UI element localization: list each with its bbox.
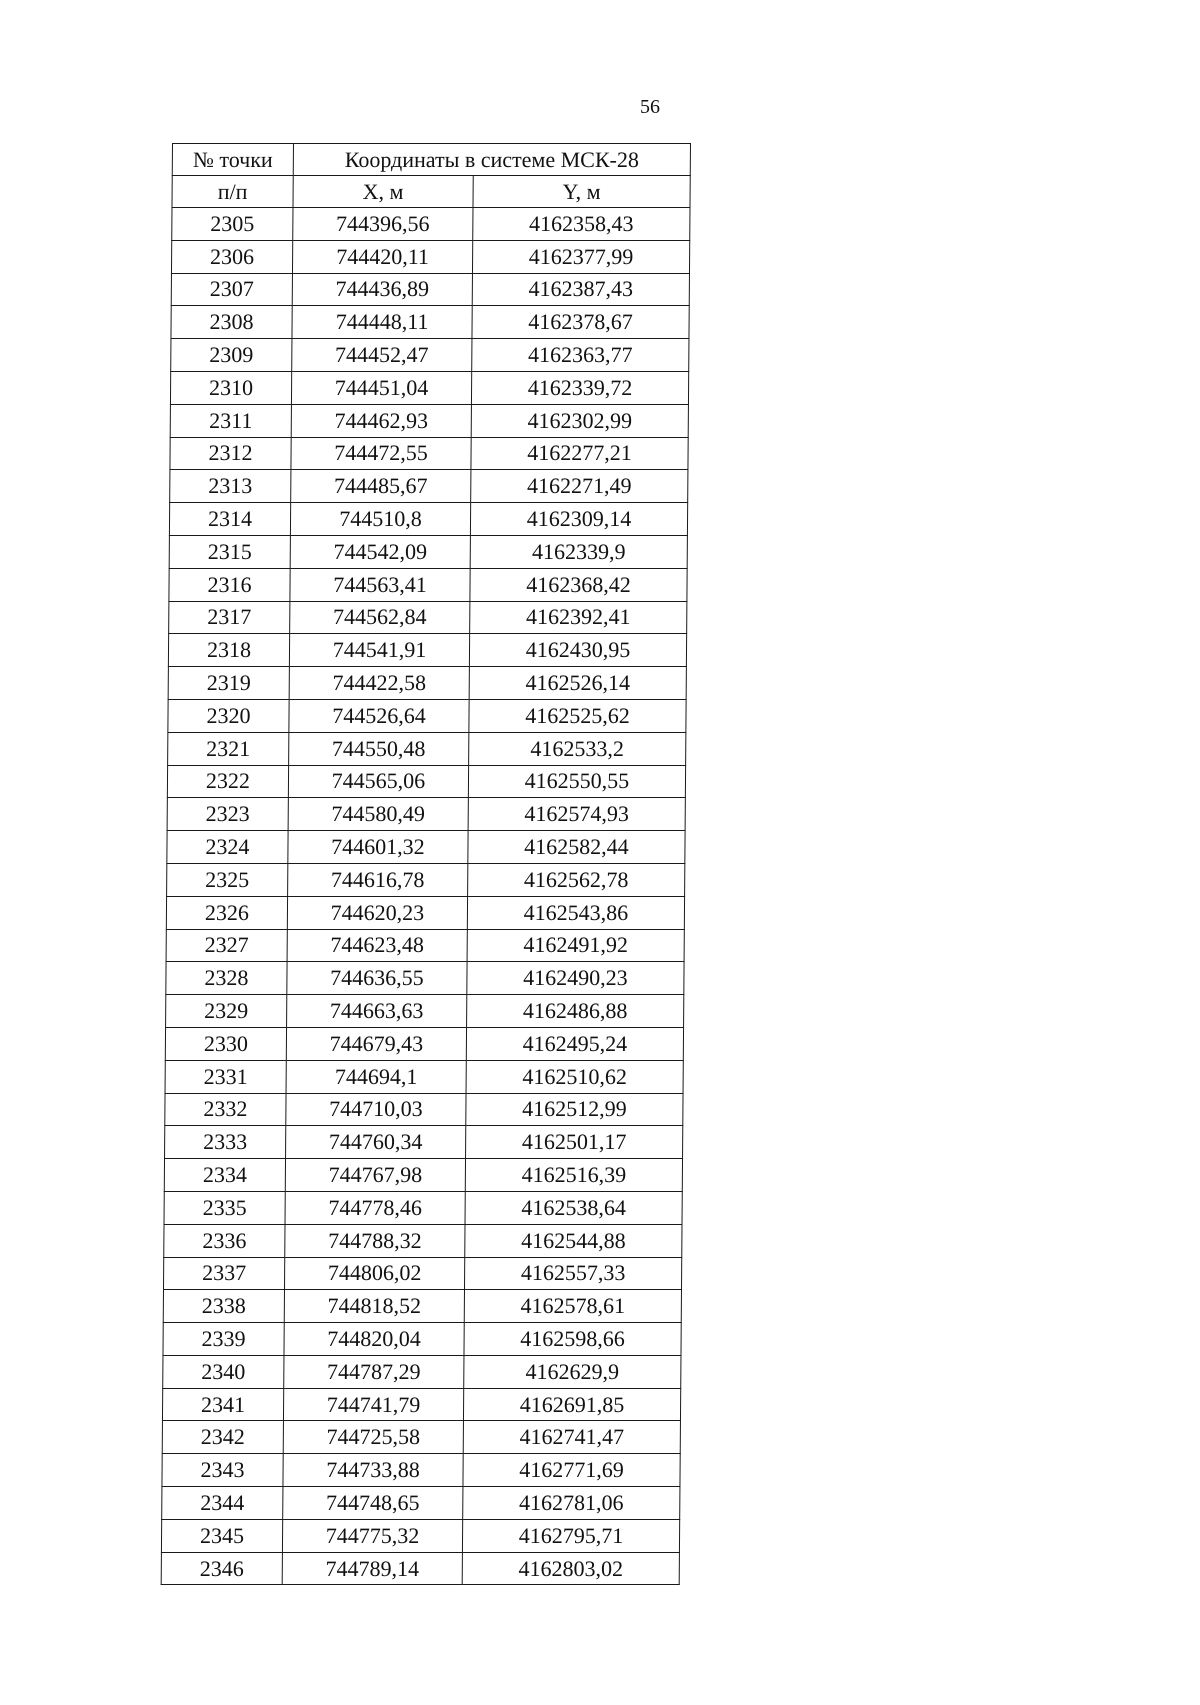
point-number-cell: 2313 xyxy=(170,470,291,503)
x-coordinate-cell: 744541,91 xyxy=(289,634,469,667)
y-column-header: Y, м xyxy=(473,176,690,208)
point-number-cell: 2319 xyxy=(168,667,289,700)
y-coordinate-cell: 4162277,21 xyxy=(471,437,688,470)
point-number-header-sub: п/п xyxy=(172,176,293,208)
y-coordinate-cell: 4162795,71 xyxy=(462,1519,679,1552)
y-coordinate-cell: 4162430,95 xyxy=(469,634,686,667)
table-row xyxy=(163,1323,681,1356)
table-row xyxy=(170,404,688,437)
x-coordinate-cell: 744510,8 xyxy=(290,503,470,536)
point-number-cell: 2305 xyxy=(172,208,293,241)
x-coordinate-cell: 744775,32 xyxy=(282,1519,462,1552)
x-coordinate-cell: 744550,48 xyxy=(289,732,469,765)
table-row xyxy=(170,470,688,503)
y-coordinate-cell: 4162302,99 xyxy=(471,404,688,437)
table-row xyxy=(169,601,687,634)
point-number-cell: 2309 xyxy=(171,339,292,372)
table-row xyxy=(165,1027,683,1060)
table-row xyxy=(167,798,685,831)
y-coordinate-cell: 4162525,62 xyxy=(469,699,686,732)
point-number-cell: 2346 xyxy=(161,1552,282,1585)
x-coordinate-cell: 744778,46 xyxy=(285,1191,465,1224)
table-row xyxy=(163,1290,681,1323)
x-coordinate-cell: 744462,93 xyxy=(291,404,471,437)
point-number-cell: 2334 xyxy=(164,1159,285,1192)
table-row xyxy=(167,765,685,798)
table-row xyxy=(161,1519,679,1552)
y-coordinate-cell: 4162490,23 xyxy=(467,962,684,995)
point-number-cell: 2327 xyxy=(166,929,287,962)
y-coordinate-cell: 4162741,47 xyxy=(463,1421,680,1454)
x-coordinate-cell: 744580,49 xyxy=(288,798,468,831)
y-coordinate-cell: 4162557,33 xyxy=(464,1257,681,1290)
point-number-cell: 2332 xyxy=(165,1093,286,1126)
y-coordinate-cell: 4162516,39 xyxy=(465,1159,682,1192)
x-coordinate-cell: 744485,67 xyxy=(291,470,471,503)
y-coordinate-cell: 4162550,55 xyxy=(468,765,685,798)
page-number: 56 xyxy=(640,96,660,118)
y-coordinate-cell: 4162543,86 xyxy=(467,896,684,929)
table-row xyxy=(162,1421,680,1454)
x-coordinate-cell: 744420,11 xyxy=(292,240,472,273)
table-body xyxy=(161,208,690,1585)
x-coordinate-cell: 744636,55 xyxy=(287,962,467,995)
y-coordinate-cell: 4162486,88 xyxy=(467,995,684,1028)
point-number-cell: 2318 xyxy=(168,634,289,667)
y-coordinate-cell: 4162309,14 xyxy=(470,503,687,536)
point-number-cell: 2315 xyxy=(169,535,290,568)
table-row xyxy=(166,896,684,929)
point-number-cell: 2337 xyxy=(163,1257,284,1290)
header-row-2 xyxy=(172,176,690,208)
point-number-cell: 2323 xyxy=(167,798,288,831)
x-coordinate-cell: 744623,48 xyxy=(287,929,467,962)
point-number-cell: 2339 xyxy=(163,1323,284,1356)
table-row xyxy=(168,699,686,732)
x-coordinate-cell: 744789,14 xyxy=(282,1552,462,1585)
y-coordinate-cell: 4162339,9 xyxy=(470,535,687,568)
x-coordinate-cell: 744452,47 xyxy=(292,339,472,372)
y-coordinate-cell: 4162363,77 xyxy=(472,339,689,372)
table-row xyxy=(167,831,685,864)
y-coordinate-cell: 4162562,78 xyxy=(468,863,685,896)
point-number-cell: 2338 xyxy=(163,1290,284,1323)
x-coordinate-cell: 744679,43 xyxy=(286,1027,466,1060)
table-row xyxy=(166,962,684,995)
coordinates-system-header: Координаты в системе МСК-28 xyxy=(293,144,690,176)
table-row xyxy=(165,1126,683,1159)
x-coordinate-cell: 744733,88 xyxy=(283,1454,463,1487)
x-coordinate-cell: 744563,41 xyxy=(290,568,470,601)
point-number-cell: 2330 xyxy=(165,1027,286,1060)
x-coordinate-cell: 744422,58 xyxy=(289,667,469,700)
y-coordinate-cell: 4162501,17 xyxy=(466,1126,683,1159)
x-coordinate-cell: 744542,09 xyxy=(290,535,470,568)
y-coordinate-cell: 4162378,67 xyxy=(472,306,689,339)
point-number-cell: 2325 xyxy=(167,863,288,896)
point-number-cell: 2320 xyxy=(168,699,289,732)
point-number-cell: 2335 xyxy=(164,1191,285,1224)
point-number-cell: 2329 xyxy=(166,995,287,1028)
point-number-cell: 2328 xyxy=(166,962,287,995)
table-row xyxy=(169,503,687,536)
y-coordinate-cell: 4162392,41 xyxy=(470,601,687,634)
table-row xyxy=(171,240,689,273)
x-coordinate-cell: 744472,55 xyxy=(291,437,471,470)
y-coordinate-cell: 4162387,43 xyxy=(472,273,689,306)
y-coordinate-cell: 4162574,93 xyxy=(468,798,685,831)
table-row xyxy=(164,1191,682,1224)
point-number-header-line1: № точки xyxy=(192,146,273,172)
point-number-cell: 2324 xyxy=(167,831,288,864)
y-coordinate-cell: 4162526,14 xyxy=(469,667,686,700)
table-header xyxy=(172,144,691,208)
x-coordinate-cell: 744767,98 xyxy=(285,1159,465,1192)
table-row xyxy=(168,732,686,765)
y-coordinate-cell: 4162358,43 xyxy=(473,208,690,241)
table-row xyxy=(170,371,688,404)
point-number-cell: 2344 xyxy=(162,1487,283,1520)
x-coordinate-cell: 744787,29 xyxy=(284,1355,464,1388)
y-coordinate-cell: 4162495,24 xyxy=(466,1027,683,1060)
table-row xyxy=(162,1388,680,1421)
x-coordinate-cell: 744616,78 xyxy=(288,863,468,896)
y-coordinate-cell: 4162544,88 xyxy=(465,1224,682,1257)
x-coordinate-cell: 744694,1 xyxy=(286,1060,466,1093)
x-coordinate-cell: 744436,89 xyxy=(292,273,472,306)
table-row xyxy=(166,995,684,1028)
point-number-cell: 2340 xyxy=(163,1355,284,1388)
point-number-cell: 2312 xyxy=(170,437,291,470)
x-coordinate-cell: 744748,65 xyxy=(283,1487,463,1520)
point-number-cell: 2345 xyxy=(161,1519,282,1552)
point-number-cell: 2308 xyxy=(171,306,292,339)
point-number-cell: 2306 xyxy=(171,240,292,273)
x-coordinate-cell: 744820,04 xyxy=(284,1323,464,1356)
x-coordinate-cell: 744806,02 xyxy=(284,1257,464,1290)
x-coordinate-cell: 744741,79 xyxy=(283,1388,463,1421)
table-row xyxy=(168,634,686,667)
x-coordinate-cell: 744601,32 xyxy=(288,831,468,864)
table-row xyxy=(163,1355,681,1388)
x-coordinate-cell: 744663,63 xyxy=(287,995,467,1028)
point-number-cell: 2317 xyxy=(169,601,290,634)
table-row xyxy=(170,437,688,470)
x-coordinate-cell: 744725,58 xyxy=(283,1421,463,1454)
point-number-cell: 2331 xyxy=(165,1060,286,1093)
y-coordinate-cell: 4162510,62 xyxy=(466,1060,683,1093)
point-number-cell: 2341 xyxy=(162,1388,283,1421)
point-number-cell: 2343 xyxy=(162,1454,283,1487)
x-coordinate-cell: 744788,32 xyxy=(285,1224,465,1257)
y-coordinate-cell: 4162781,06 xyxy=(463,1487,680,1520)
y-coordinate-cell: 4162368,42 xyxy=(470,568,687,601)
y-coordinate-cell: 4162582,44 xyxy=(468,831,685,864)
table-row xyxy=(165,1093,683,1126)
table-row xyxy=(171,339,689,372)
point-number-cell: 2316 xyxy=(169,568,290,601)
header-row-1 xyxy=(172,144,690,176)
table-row xyxy=(168,667,686,700)
coordinates-table xyxy=(161,143,691,1585)
table-row xyxy=(171,273,689,306)
y-coordinate-cell: 4162803,02 xyxy=(462,1552,679,1585)
point-number-cell: 2311 xyxy=(170,404,291,437)
table-row xyxy=(164,1224,682,1257)
table-row xyxy=(171,306,689,339)
table-row xyxy=(161,1552,679,1585)
y-coordinate-cell: 4162578,61 xyxy=(464,1290,681,1323)
x-coordinate-cell: 744710,03 xyxy=(286,1093,466,1126)
point-number-cell: 2326 xyxy=(166,896,287,929)
point-number-cell: 2314 xyxy=(169,503,290,536)
point-number-cell: 2310 xyxy=(170,371,291,404)
y-coordinate-cell: 4162491,92 xyxy=(467,929,684,962)
y-coordinate-cell: 4162271,49 xyxy=(471,470,688,503)
y-coordinate-cell: 4162691,85 xyxy=(463,1388,680,1421)
x-coordinate-cell: 744526,64 xyxy=(289,699,469,732)
point-number-header xyxy=(172,144,293,176)
y-coordinate-cell: 4162629,9 xyxy=(464,1355,681,1388)
table-row xyxy=(165,1060,683,1093)
point-number-cell: 2322 xyxy=(167,765,288,798)
x-coordinate-cell: 744396,56 xyxy=(293,208,473,241)
table-row xyxy=(166,929,684,962)
table-row xyxy=(169,535,687,568)
point-number-cell: 2342 xyxy=(162,1421,283,1454)
y-coordinate-cell: 4162598,66 xyxy=(464,1323,681,1356)
x-coordinate-cell: 744451,04 xyxy=(291,371,471,404)
table-row xyxy=(172,208,690,241)
y-coordinate-cell: 4162771,69 xyxy=(463,1454,680,1487)
y-coordinate-cell: 4162339,72 xyxy=(471,371,688,404)
point-number-cell: 2333 xyxy=(165,1126,286,1159)
table-row xyxy=(169,568,687,601)
x-coordinate-cell: 744818,52 xyxy=(284,1290,464,1323)
point-number-cell: 2321 xyxy=(168,732,289,765)
point-number-cell: 2336 xyxy=(164,1224,285,1257)
x-column-header: X, м xyxy=(293,176,473,208)
y-coordinate-cell: 4162512,99 xyxy=(466,1093,683,1126)
y-coordinate-cell: 4162533,2 xyxy=(469,732,686,765)
x-coordinate-cell: 744760,34 xyxy=(286,1126,466,1159)
x-coordinate-cell: 744620,23 xyxy=(287,896,467,929)
y-coordinate-cell: 4162377,99 xyxy=(472,240,689,273)
x-coordinate-cell: 744448,11 xyxy=(292,306,472,339)
table-row xyxy=(162,1454,680,1487)
table-row xyxy=(162,1487,680,1520)
point-number-cell: 2307 xyxy=(171,273,292,306)
table-row xyxy=(167,863,685,896)
table-row xyxy=(163,1257,681,1290)
x-coordinate-cell: 744562,84 xyxy=(290,601,470,634)
table-row xyxy=(164,1159,682,1192)
x-coordinate-cell: 744565,06 xyxy=(288,765,468,798)
y-coordinate-cell: 4162538,64 xyxy=(465,1191,682,1224)
